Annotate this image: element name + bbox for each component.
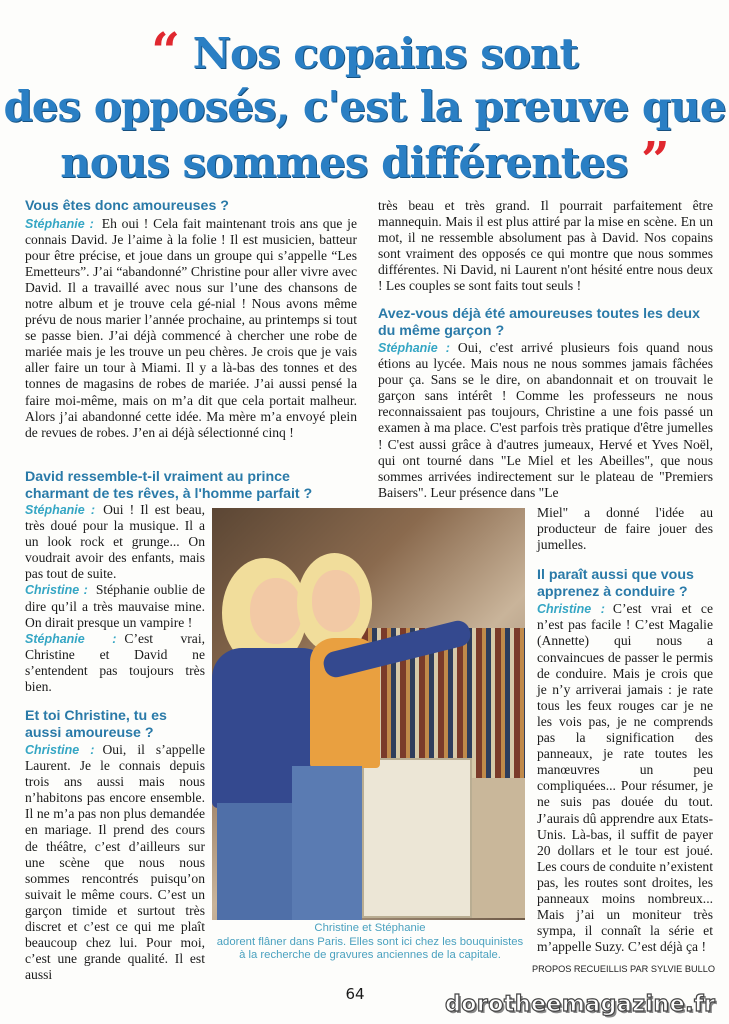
speaker-label: Christine : (537, 602, 605, 617)
section-amoureuses (25, 198, 357, 441)
speaker-label: Stéphanie : (25, 503, 96, 517)
watermark: dorotheemagazine.fr (445, 992, 716, 1017)
answer-text: Oui, c'est arrivé plusieurs fois quand nous étions au lycée. Mais nous ne nous sommes jamais fâchées pour ça. Sans se le dire, on abandonnait et on trouvait le garçon sans intérêt ! Comme les professeurs ne nous reconnaissaient pas toujours, Christine a une fois passé un examen à ma place. C'est parfois très pratique d'être jumelles ! C'est aussi grâce à d'autres jumeaux, Hervé et Yves Noël, qui ont tourné dans "Le Miel et les Abeilles", que nous sommes arrivées indirectement sur le plateau de "Premiers Baisers". Leur présence dans "Le (378, 340, 713, 500)
open-quote: “ (151, 21, 179, 80)
answer-text: Oui, il s’appelle Laurent. Je le connais depuis trois ans aussi mais nous n’habitons pas encore ensemble. Il ne m’a pas non plus demandée en mariage. Il prend des cours de théâtre, c’est d’ailleurs sur une scène que nous nous sommes rencontrés puisqu’on suivait le même cours. C’est un garçon timide et surtout très discret et c’est ce qui me plaît beaucoup chez lui. Pour moi, c’est une grande qualité. Il est aussi (25, 742, 205, 983)
section-david-heading (25, 469, 357, 503)
speaker-label: Stéphanie : (25, 216, 94, 231)
byline: PROPOS RECUEILLIS PAR SYLVIE BULLO (532, 964, 715, 974)
answer-text: Miel" a donné l'idée au producteur de faire jouer des jumelles. (537, 505, 713, 553)
answer-text: Oui ! Il est beau, très doué pour la musique. Il a un look rock et grunge... On voudrait avoir des enfants, mais pas tout de suite. (25, 502, 205, 582)
question-heading: Et toi Christine, tu es aussi amoureuse ? (25, 708, 167, 741)
page-number: 64 (345, 985, 365, 1003)
close-quote: ” (641, 130, 669, 189)
answer-paragraph (25, 216, 357, 441)
answer-paragraph (537, 601, 713, 955)
answer-paragraph (378, 340, 713, 501)
answer-paragraph (25, 742, 205, 983)
speaker-label: Christine : (25, 743, 95, 757)
section-david (25, 502, 205, 695)
question-heading: Avez-vous déjà été amoureuses toutes les deux du même garçon ? (378, 306, 700, 339)
section-conduire (537, 505, 713, 955)
twins-photo (212, 508, 525, 920)
title-line-3: nous sommes différentes (60, 138, 628, 187)
section-meme-garcon (378, 306, 713, 501)
answer-text: C’est vrai, Christine et David ne s’entendent pas toujours très bien. (25, 630, 205, 695)
caption-text: adorent flâner dans Paris. Elles sont ici chez les bouquinistes à la recherche de gravures anciennes de la capitale. (216, 935, 524, 961)
answer-paragraph (25, 502, 205, 582)
question-heading: David ressemble-t-il vraiment au prince charmant de tes rêves, à l'homme parfait ? (25, 469, 313, 502)
answer-text: très beau et très grand. Il pourrait parfaitement être mannequin. Mais il est plus attiré par la mise en scène. En un mot, il ne ressemble absolument pas à David. Nos copains sont vraiment des opposés ce qui montre que nous sommes différentes. Ni David, ni Laurent n'ont hésité entre nous deux ! Les couples se sont faits tout seuls ! (378, 198, 713, 294)
answer-text: C’est vrai et ce n’est pas facile ! C’est Magalie (Annette) qui nous a convaincues de passer le permis de conduire. Mais je crois que je n’y arriverai jamais : je rate tous les feux rouges car je ne les vois pas, je ne comprends pas la signification des panneaux, je rate toutes les manœuvres un peu compliquées... Pour résumer, je ne suis pas douée du tout. J’aurais dû apprendre aux Etats-Unis. Là-bas, il suffit de payer 20 dollars et le tour est joué. Les cours de conduite n’existent pas, les routes sont droites, les panneaux moins nombreux... Mais j’ai un moniteur très sympa, il connaît la série et m’appelle Suzy. C’est déjà ça ! (537, 601, 714, 955)
title-line-1: Nos copains sont (192, 29, 578, 78)
speaker-label: Stéphanie : (378, 341, 450, 355)
article-title (0, 21, 729, 189)
section-laurent-cont (378, 198, 713, 295)
answer-paragraph (25, 631, 205, 695)
section-christine (25, 708, 205, 983)
speaker-label: Stéphanie : (25, 631, 117, 646)
caption-title: Christine et Stéphanie (314, 922, 426, 934)
answer-paragraph (25, 582, 205, 630)
speaker-label: Christine : (25, 583, 88, 598)
answer-text: Stéphanie oublie de dire qu’il a très mauvaise mine. On dirait presque un vampire ! (25, 582, 206, 630)
answer-text: Eh oui ! Cela fait maintenant trois ans que je connais David. Je l’aime à la folie ! Il est musicien, batteur pour être précise, et joue dans un groupe qui s’appelle “Les Emetteurs”. J’ai “abandonné” Christine pour aller vivre avec David. Il a travaillé avec nous sur l’une des chansons de notre album et je trouve cela gé-nial ! Nous avons même prévu de nous marier l’année prochaine, au printemps si tout se passe bien. J’ai déjà commencé à chercher une robe de mariée mais je les trouve un peu chères. Je crois que je vais aller faire un tour à Miami. Il y a là-bas des tonnes et des tonnes de magasins de robes de mariée. J’ai aussi pensé la faire moi-même, mais on m’a dit que cela portait malheur. Alors j’ai abandonné cette idée. Ma mère m’a envoyé plein de revues de robes. J’en ai déjà sélectionné cinq ! (25, 215, 357, 440)
question-heading: Vous êtes donc amoureuses ? (25, 198, 229, 214)
title-line-2: des opposés, c'est la preuve que (3, 82, 726, 131)
photo-caption (215, 922, 525, 963)
question-heading: Il paraît aussi que vous apprenez à conduire ? (537, 567, 694, 600)
